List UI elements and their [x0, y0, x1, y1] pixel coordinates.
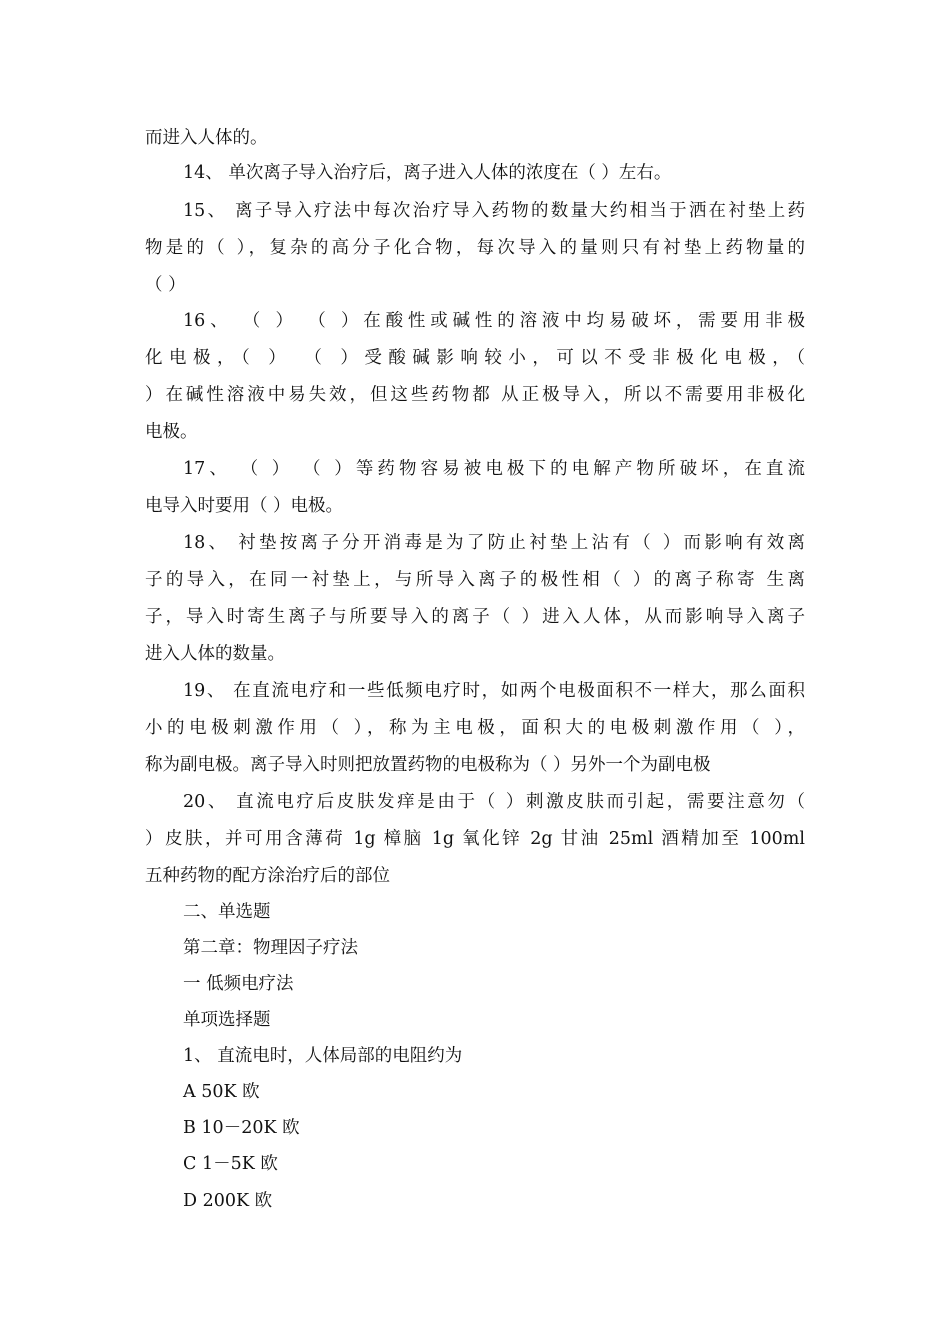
- option-d: D 200K 欧: [183, 1191, 273, 1211]
- option-c: C 1－5K 欧: [183, 1154, 278, 1174]
- question-15-line-3: （ ）: [145, 275, 186, 295]
- question-14: 14、 单次离子导入治疗后，离子进入人体的浓度在（ ）左右。: [183, 163, 672, 183]
- chapter-heading: 第二章：物理因子疗法: [183, 938, 358, 958]
- subsection-heading: 一 低频电疗法: [183, 974, 294, 994]
- question-19-line-3: 称为副电极。离子导入时则把放置药物的电极称为（ ）另外一个为副电极: [145, 755, 711, 775]
- question-16-line-3: ）在碱性溶液中易失效，但这些药物都 从正极导入，所以不需要用非极化: [145, 385, 805, 405]
- question-18-line-3: 子，导入时寄生离子与所要导入的离子（ ）进入人体，从而影响导入离子: [145, 607, 805, 627]
- option-b: B 10－20K 欧: [183, 1118, 300, 1138]
- question-17-line-1: 17、 （ ） （ ）等药物容易被电极下的电解产物所破坏，在直流: [183, 459, 805, 479]
- question-20-line-1: 20、 直流电疗后皮肤发痒是由于（ ）刺激皮肤而引起，需要注意勿（: [183, 792, 805, 812]
- section-heading-single-choice: 二、单选题: [183, 902, 271, 922]
- question-type-heading: 单项选择题: [183, 1010, 271, 1030]
- question-18-line-2: 子的导入，在同一衬垫上，与所导入离子的极性相（ ）的离子称寄 生离: [145, 570, 805, 590]
- question-20-line-2: ）皮肤，并可用含薄荷 1g 樟脑 1g 氧化锌 2g 甘油 25ml 酒精加至 100ml: [145, 829, 805, 849]
- question-16-line-4: 电极。: [145, 422, 198, 442]
- question-16-line-2: 化电极，（ ） （ ）受酸碱影响较小，可以不受非极化电极，（: [145, 348, 805, 368]
- question-15-line-1: 15、 离子导入疗法中每次治疗导入药物的数量大约相当于洒在衬垫上药: [183, 201, 805, 221]
- question-20-line-3: 五种药物的配方涂治疗后的部位: [145, 866, 390, 886]
- question-18-line-4: 进入人体的数量。: [145, 644, 285, 664]
- question-16-line-1: 16、 （ ） （ ）在酸性或碱性的溶液中均易破坏，需要用非极: [183, 311, 805, 331]
- text-line-continuation: 而进入人体的。: [145, 128, 268, 148]
- option-a: A 50K 欧: [183, 1082, 260, 1102]
- question-18-line-1: 18、 衬垫按离子分开消毒是为了防止衬垫上沾有（ ）而影响有效离: [183, 533, 805, 553]
- question-19-line-1: 19、 在直流电疗和一些低频电疗时，如两个电极面积不一样大，那么面积: [183, 681, 805, 701]
- question-19-line-2: 小的电极刺激作用（ ），称为主电极，面积大的电极刺激作用（ ），: [145, 718, 805, 738]
- question-15-line-2: 物是的（ ），复杂的高分子化合物，每次导入的量则只有衬垫上药物量的: [145, 238, 805, 258]
- question-17-line-2: 电导入时要用（ ）电极。: [145, 496, 344, 516]
- mcq-question-1: 1、 直流电时，人体局部的电阻约为: [183, 1046, 463, 1066]
